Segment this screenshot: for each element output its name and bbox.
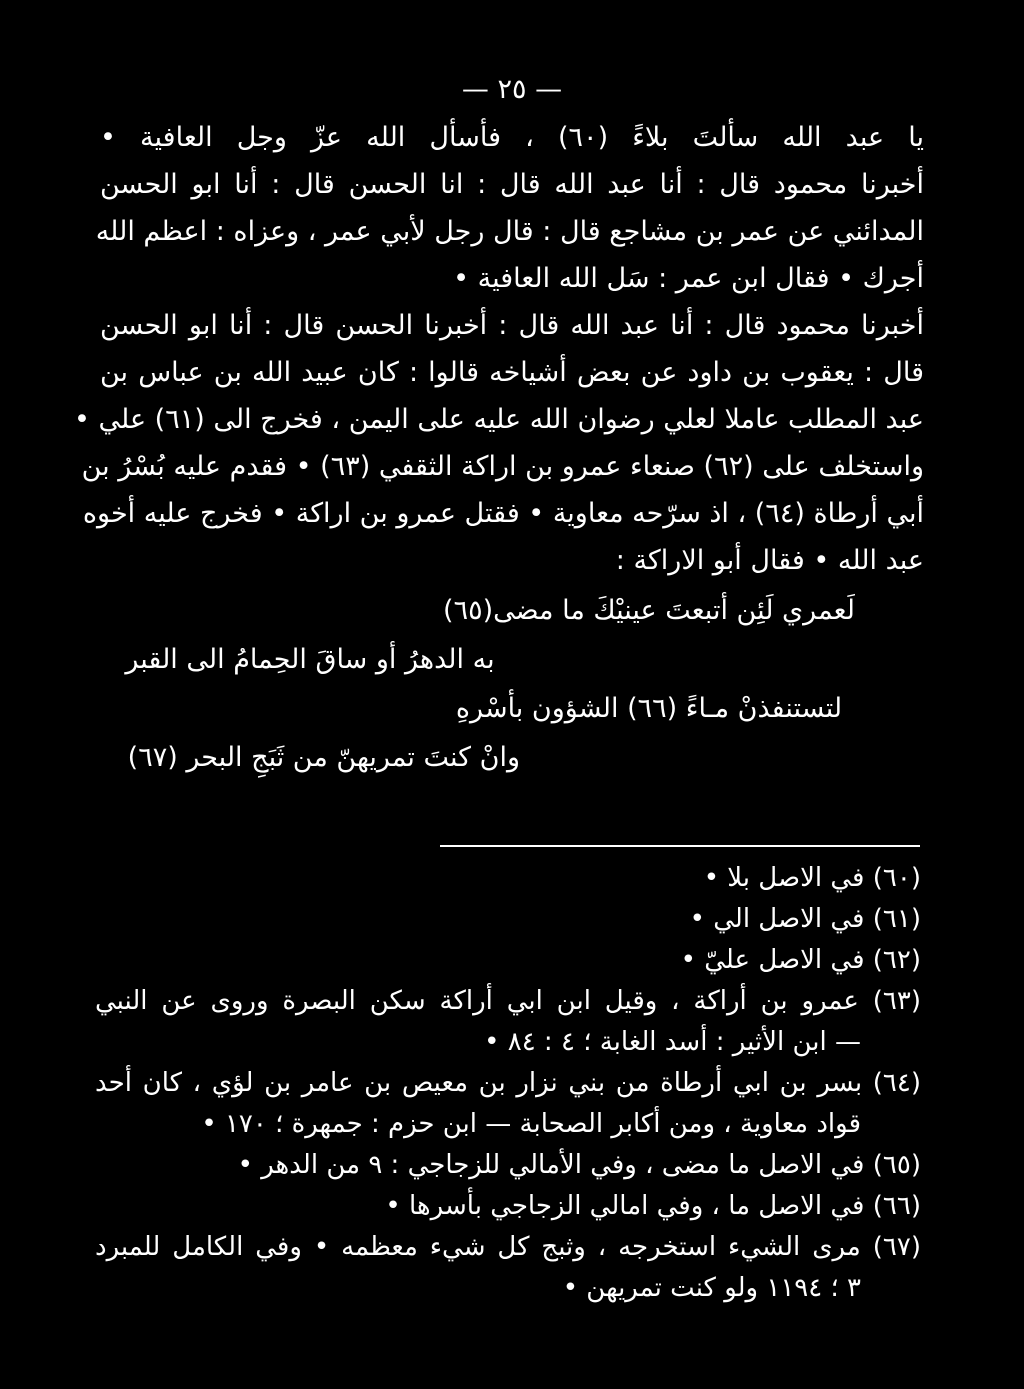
poem-verse [100, 733, 924, 782]
footnote: (٦٠) في الاصل بلا • [703, 863, 921, 893]
verse-first-hemistich: لتستنفذنْ مـاءً (٦٦) الشؤون بأسْرهِ [455, 693, 843, 724]
text-line: يا عبد الله سألتَ بلاءً (٦٠) ، فأسأل الله عزّ وجل العافية • [100, 122, 924, 153]
verse-second-hemistich: وانْ كنتَ تمريهنّ من ثَبَجِ البحر (٦٧) [127, 742, 520, 773]
text-line: أخبرنا محمود قال : أنا عبد الله قال : أخبرنا الحسن قال : أنا ابو الحسن [100, 310, 924, 341]
poem [100, 586, 924, 782]
footnote: (٦٥) في الاصل ما مضى ، وفي الأمالي للزجاجي : ٩ من الدهر • [237, 1150, 921, 1180]
text-line: قال : يعقوب بن داود عن بعض أشياخه قالوا : كان عبيد الله بن عباس بن [100, 357, 924, 388]
footnote-divider [440, 845, 920, 847]
text-line: عبد الله • فقال أبو الاراكة : [615, 545, 924, 576]
poem-verse [100, 635, 924, 684]
main-text [74, 114, 924, 584]
page-number: — ٢٥ — [461, 74, 563, 105]
text-line: أجرك • فقال ابن عمر : سَل الله العافية • [453, 263, 924, 294]
footnote: (٦١) في الاصل الي • [689, 904, 921, 934]
text-line: عبد المطلب عاملا لعلي رضوان الله عليه على اليمن ، فخرج الى (٦١) علي • [74, 404, 924, 435]
text-line: المدائني عن عمر بن مشاجع قال : قال رجل لأبي عمر ، وعزاه : اعظم الله [95, 216, 924, 247]
footnote: (٦٦) في الاصل ما ، وفي امالي الزجاجي بأسرها • [385, 1191, 921, 1221]
footnote: (٦٢) في الاصل عليّ • [680, 945, 921, 975]
footnote: (٦٣) عمرو بن أراكة ، وقيل ابن ابي أراكة سكن البصرة وروى عن النبي [95, 986, 921, 1016]
poem-verse [100, 684, 924, 733]
footnote: (٦٧) مرى الشيء استخرجه ، وثبج كل شيء معظمه • وفي الكامل للمبرد [95, 1232, 921, 1262]
text-line: أخبرنا محمود قال : أنا عبد الله قال : انا الحسن قال : أنا ابو الحسن [100, 169, 924, 200]
text-line: واستخلف على (٦٢) صنعاء عمرو بن اراكة الثقفي (٦٣) • فقدم عليه بُسْرُ بن [81, 451, 924, 482]
footnote-continuation: — ابن الأثير : أسد الغابة ؛ ٤ : ٨٤ • [484, 1027, 861, 1057]
verse-first-hemistich: لَعمري لَئِن أتبعتَ عينيْكَ ما مضى(٦٥) [443, 595, 855, 626]
text-line: أبي أرطاة (٦٤) ، اذ سرّحه معاوية • فقتل عمرو بن اراكة • فخرج عليه أخوه [82, 498, 924, 529]
footnote-continuation: قواد معاوية ، ومن أكابر الصحابة — ابن حزم : جمهرة ؛ ١٧٠ • [201, 1109, 861, 1139]
footnote: (٦٤) بسر بن ابي أرطاة من بني نزار بن معيص بن عامر بن لؤي ، كان أحد [95, 1068, 921, 1098]
footnotes [95, 858, 921, 1309]
footnote-continuation: ٣ ؛ ١١٩٤ ولو كنت تمريهن • [562, 1273, 861, 1303]
poem-verse [100, 586, 924, 635]
verse-second-hemistich: به الدهرُ أو ساقَ الحِمامُ الى القبر [125, 644, 495, 675]
